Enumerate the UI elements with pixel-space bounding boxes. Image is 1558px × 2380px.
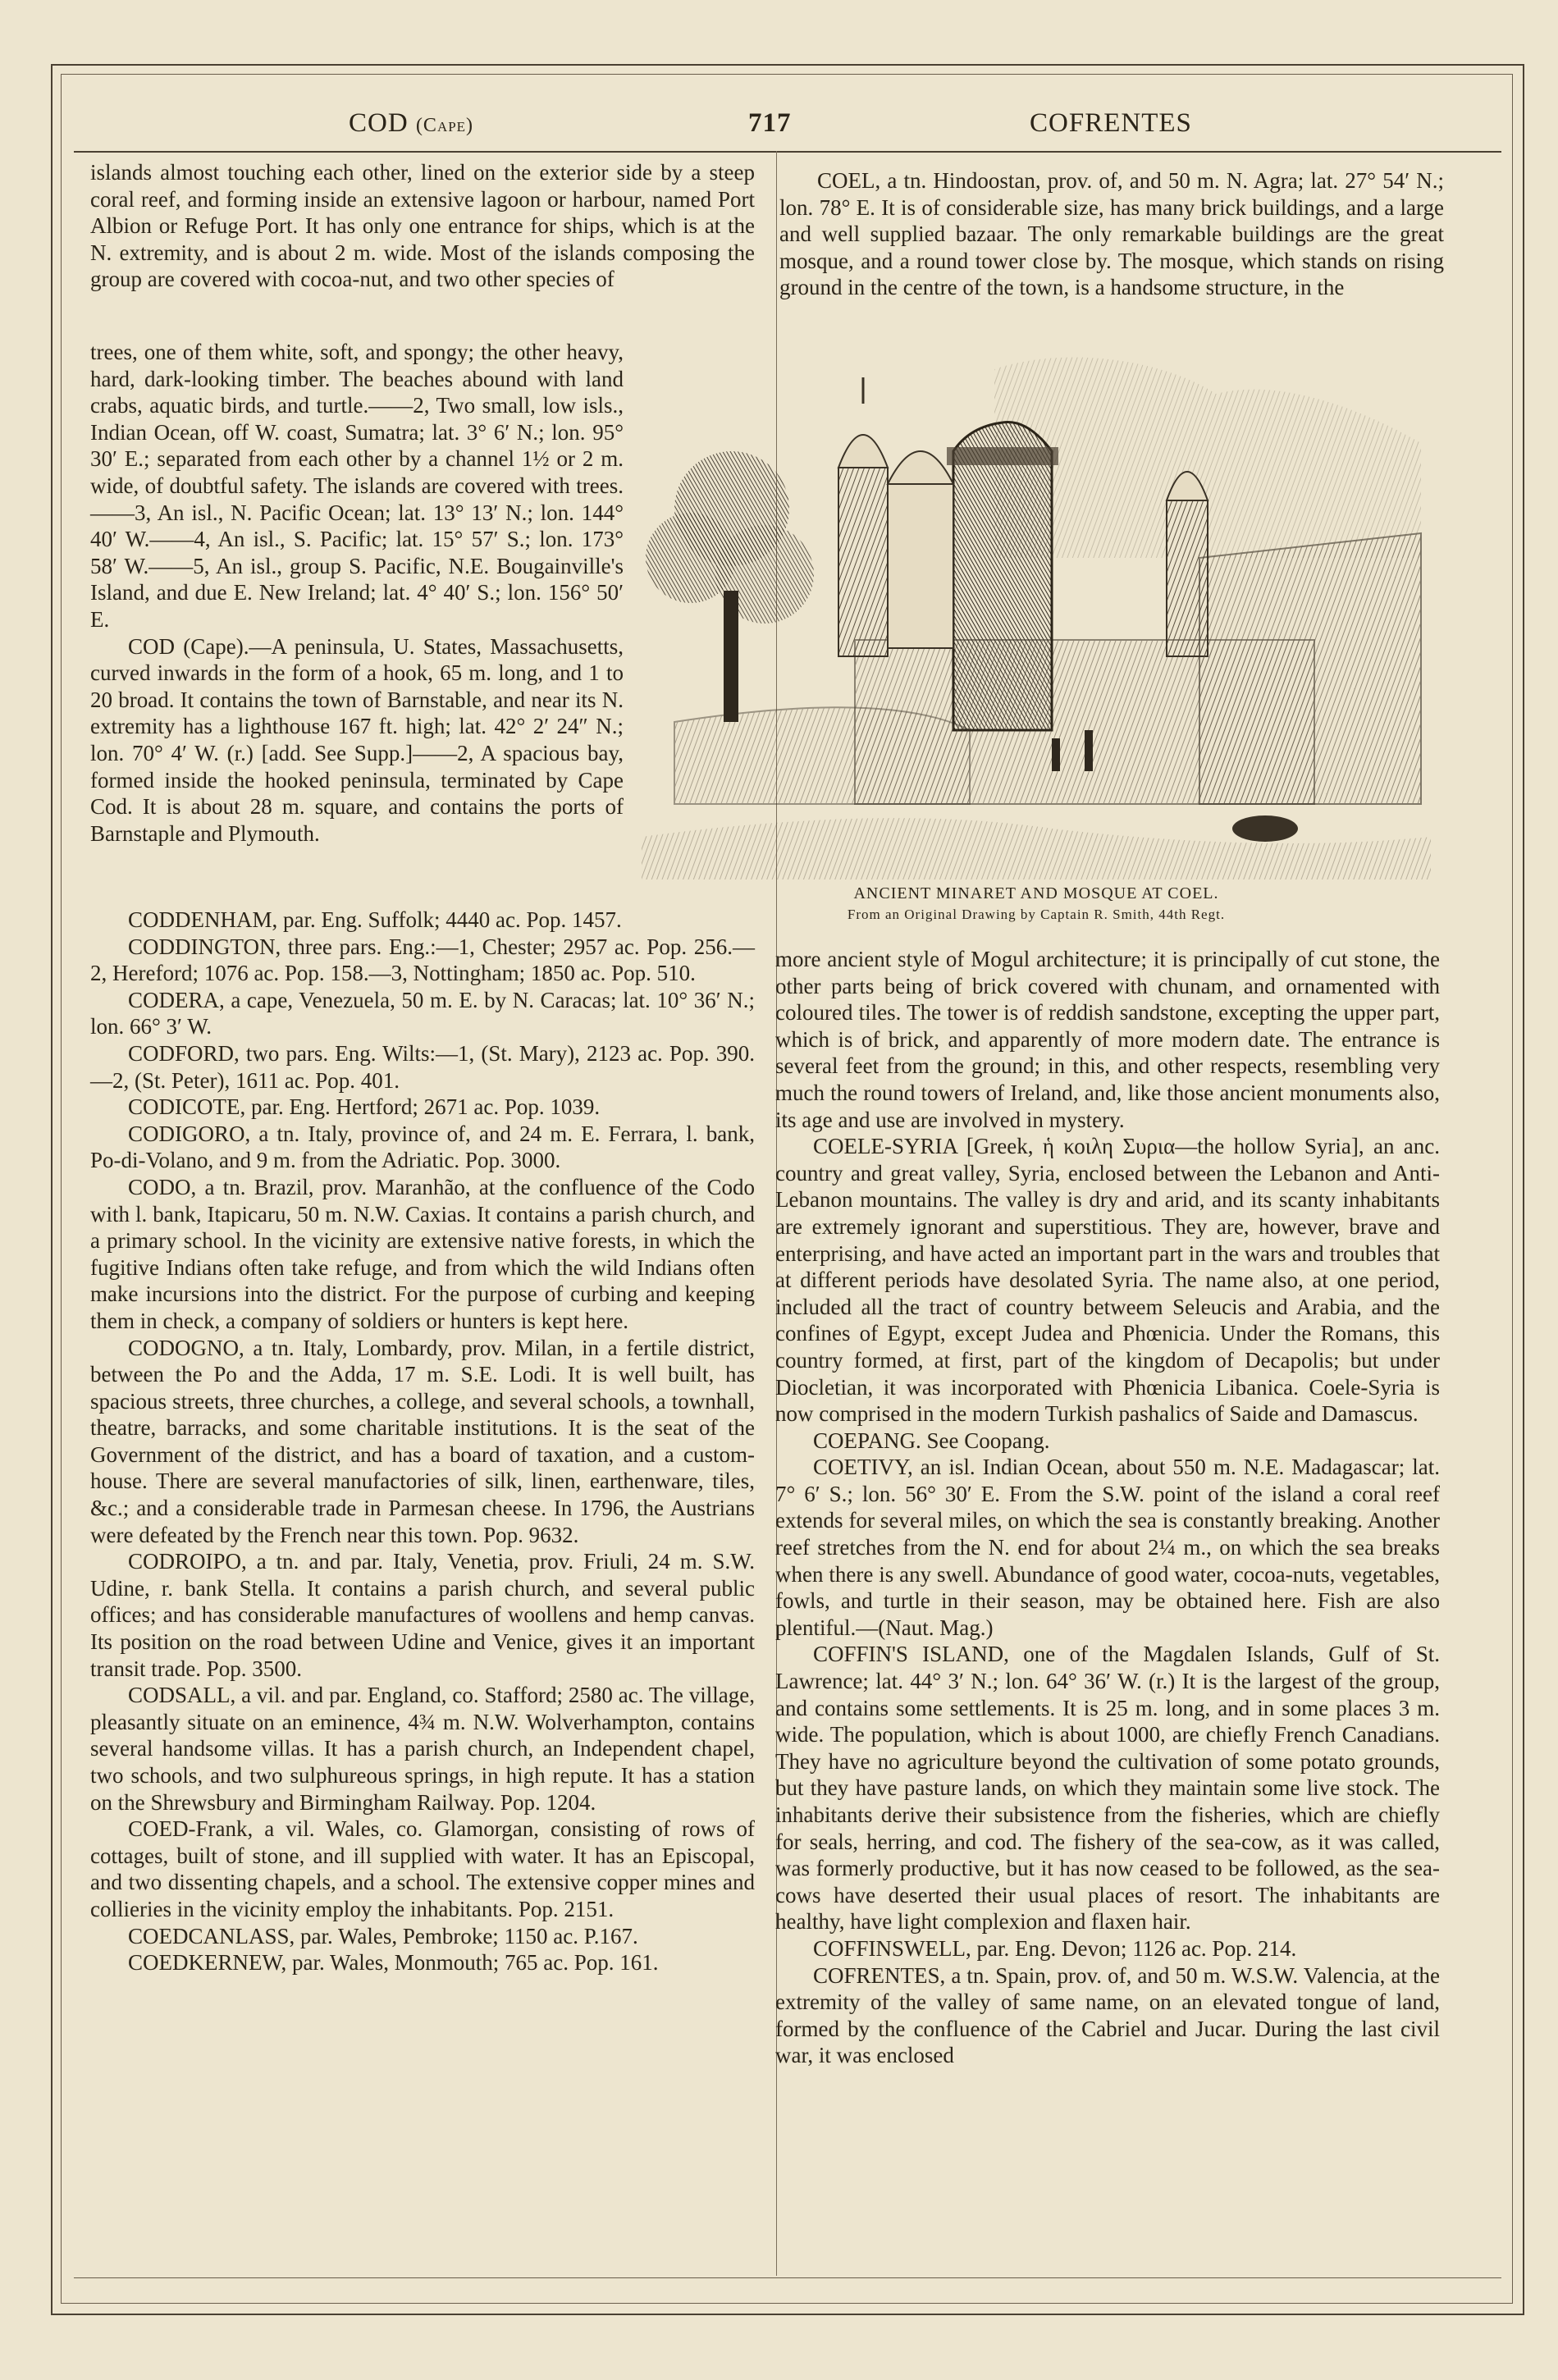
entry-coedcanlass: COEDCANLASS, par. Wales, Pembroke; 1150 ac. P.167. (128, 1923, 638, 1948)
entry-coepang: COEPANG. See Coopang. (813, 1428, 1050, 1453)
entry-codsall: CODSALL, a vil. and par. England, co. Stafford; 2580 ac. The village, pleasantly situate on an eminence, 4¾ m. N.W. Wolverhampton, contains several handsome villas. It has a parish church, an Independent chapel, two schools, and two sulphureous springs, in high repute. It has a station on the Shrewsbury and Birmingham Railway. Pop. 1204. (90, 1683, 755, 1815)
entry-coele-syria: COELE-SYRIA [Greek, ἡ κοιλη Συρια—the hollow Syria], an anc. country and great valley, Syria, enclosed between the Lebanon and Anti-Lebanon mountains. The valley is dry and arid, and its scanty inhabitants are extremely ignorant and superstitious. They are, however, brave and enterprising, and have acted an important part in the wars and troubles that at different periods have desolated Syria. The name also, at one period, included all the tract of country betweem Seleucis and Arabia, and the confines of Egypt, except Judea and Phœnicia. Under the Romans, this country formed, at first, part of the kingdom of Decapolis; but under Diocletian, it was incorporated with Phœnicia Libanica. Coele-Syria is now comprised in the modern Turkish pashalics of Saide and Damascus. (775, 1134, 1440, 1427)
entry-coddington: CODDINGTON, three pars. Eng.:—1, Chester; 2957 ac. Pop. 256.—2, Hereford; 1076 ac. Pop. 158.—3, Nottingham; 1850 ac. Pop. 510. (90, 934, 755, 986)
entry-codigoro: CODIGORO, a tn. Italy, province of, and 24 m. E. Ferrara, l. bank, Po-di-Volano, and 9 m. from the Adriatic. Pop. 3000. (90, 1121, 755, 1173)
header-right: COFRENTES (1030, 108, 1192, 138)
right-column-top (779, 167, 1444, 301)
entry-coetivy: COETIVY, an isl. Indian Ocean, about 550 m. N.E. Madagascar; lat. 7° 6′ S.; lon. 56° 30′ E. From the S.W. point of the island a coral reef extends for several miles, on which the sea is constantly breaking. Another reef stretches from the N. end for about 2¼ m., on which the sea breaks when there is any swell. Abundance of good water, cocoa-nuts, vegetables, fowls, and turtle in their season, may be obtained here. Fish are also plentiful.—(Naut. Mag.) (775, 1455, 1440, 1640)
entry-coed-frank: COED-Frank, a vil. Wales, co. Glamorgan, consisting of rows of cottages, built of stone, and ill supplied with water. It has an Episcopal, and two dissenting chapels, and a school. The extensive copper mines and collieries in the vicinity employ the inhabitants. Pop. 2151. (90, 1816, 755, 1921)
entry-codicote: CODICOTE, par. Eng. Hertford; 2671 ac. Pop. 1039. (128, 1094, 601, 1120)
entry-coedkernew: COEDKERNEW, par. Wales, Monmouth; 765 ac. Pop. 161. (128, 1950, 659, 1976)
left-column-wrapped (90, 339, 624, 847)
entry-codera: CODERA, a cape, Venezuela, 50 m. E. by N. Caracas; lat. 10° 36′ N.; lon. 66° 3′ W. (90, 987, 755, 1039)
footer-rule (74, 2277, 1501, 2278)
entry-paragraph: islands almost touching each other, lined on the exterior side by a steep coral reef, and forming inside an extensive lagoon or harbour, named Port Albion or Refuge Port. It has only one entrance for ships, which is at the N. extremity, and is about 2 m. wide. Most of the islands composing the group are covered with cocoa-nut, and two other species of (90, 160, 755, 292)
page-number: 717 (748, 108, 792, 138)
right-column-main (775, 946, 1440, 2069)
entry-coffinswell: COFFINSWELL, par. Eng. Devon; 1126 ac. Pop. 214. (813, 1935, 1297, 1961)
mosque-engraving-illustration (642, 345, 1431, 879)
entry-cod-cape: COD (Cape).—A peninsula, U. States, Massachusetts, curved inwards in the form of a hook, 65 m. long, and 1 to 20 broad. It contains the town of Barnstable, and near its N. extremity has a lighthouse 167 ft. high; lat. 42° 2′ 24″ N.; lon. 70° 4′ W. (r.) [add. See Supp.]——2, A spacious bay, formed inside the hooked peninsula, terminated by Cape Cod. It is about 28 m. square, and contains the ports of Barnstaple and Plymouth. (90, 633, 624, 846)
entry-codogno: CODOGNO, a tn. Italy, Lombardy, prov. Milan, in a fertile district, between the Po and the Adda, 17 m. S.E. Lodi. It is well built, has spacious streets, three churches, a college, and several schools, a townhall, theatre, barracks, and some charitable institutions. It is the seat of the Government of the district, and has a board of taxation, and a custom-house. There are several manufactories of silk, linen, earthenware, tiles, &c.; and a considerable trade in Parmesan cheese. In 1796, the Austrians were defeated by the French near this town. Pop. 9632. (90, 1335, 755, 1547)
entry-coel-continued: more ancient style of Mogul architecture; it is principally of cut stone, the other parts being of brick covered with chunam, and ornamented with coloured tiles. The tower is of reddish sandstone, excepting the upper part, which is of brick, and apparently of more modern date. The entrance is several feet from the ground; in this, and other respects, resembling very much the round towers of Ireland, and, like those ancient monuments also, its age and use are involved in mystery. (775, 947, 1440, 1132)
entry-coddenham: CODDENHAM, par. Eng. Suffolk; 4440 ac. Pop. 1457. (128, 907, 622, 932)
running-header (74, 108, 1501, 149)
entry-coel: COEL, a tn. Hindoostan, prov. of, and 50 m. N. Agra; lat. 27° 54′ N.; lon. 78° E. It is of considerable size, has many brick buildings, and a large and well supplied bazaar. The only remarkable buildings are the great mosque, and a round tower close by. The mosque, which stands on rising ground in the centre of the town, is a handsome structure, in the (779, 168, 1444, 300)
header-left: COD (Cape) (349, 108, 474, 138)
header-rule (74, 151, 1501, 153)
left-column-top (90, 159, 755, 293)
illustration-caption-credit: From an Original Drawing by Captain R. Smith, 44th Regt. (847, 907, 1226, 922)
entry-codo: CODO, a tn. Brazil, prov. Maranhão, at the confluence of the Codo with l. bank, Itapicaru, 50 m. N.W. Caxias. It contains a parish church, and a primary school. In the vicinity are extensive native forests, in which the fugitive Indians often take refuge, and from which the wild Indians often make incursions into the district. For the purpose of curbing and keeping them in check, a company of soldiers or hunters is kept here. (90, 1174, 755, 1333)
entry-codford: CODFORD, two pars. Eng. Wilts:—1, (St. Mary), 2123 ac. Pop. 390.—2, (St. Peter), 1611 ac. Pop. 401. (90, 1040, 755, 1093)
left-column-main (90, 907, 755, 1976)
entry-codroipo: CODROIPO, a tn. and par. Italy, Venetia, prov. Friuli, 24 m. S.W. Udine, r. bank Stella. It contains a parish church, and several public offices; and has considerable manufactures of woollens and hemp canvas. Its position on the road between Udine and Venice, gives it an important transit trade. Pop. 3500. (90, 1549, 755, 1681)
illustration-caption-title: ANCIENT MINARET AND MOSQUE AT COEL. (853, 884, 1219, 902)
entry-coffins-island: COFFIN'S ISLAND, one of the Magdalen Islands, Gulf of St. Lawrence; lat. 44° 3′ N.; lon. 64° 36′ W. (r.) It is the largest of the group, and contains some settlements. It is 25 m. long, and in some places 3 m. wide. The population, which is about 1000, are chiefly French Canadians. They have no agriculture beyond the cultivation of some potato grounds, but they have pasture lands, on which they maintain some live stock. The inhabitants derive their subsistence from the fisheries, which are chiefly for seals, herring, and cod. The fishery of the sea-cow, as it was called, was formerly productive, but it has now ceased to be followed, as the sea-cows have deserted their usual places of resort. The inhabitants are healthy, have light complexion and flaxen hair. (775, 1642, 1440, 1935)
entry-cofrentes: COFRENTES, a tn. Spain, prov. of, and 50 m. W.S.W. Valencia, at the extremity of the valley of same name, on an elevated tongue of land, formed by the confluence of the Cabriel and Jucar. During the last civil war, it was enclosed (775, 1962, 1440, 2068)
entry-paragraph: trees, one of them white, soft, and spongy; the other heavy, hard, dark-looking timber. The beaches abound with land crabs, aquatic birds, and turtle.——2, Two small, low isls., Indian Ocean, off W. coast, Sumatra; lat. 3° 6′ N.; lon. 95° 30′ E.; separated from each other by a channel 1½ or 2 m. wide, of doubtful safety. The islands are covered with trees.——3, An isl., N. Pacific Ocean; lat. 13° 13′ N.; lon. 144° 40′ W.——4, An isl., S. Pacific; lat. 15° 57′ S.; lon. 173° 58′ W.——5, An isl., group S. Pacific, N.E. Bougainville's Island, and due E. New Ireland; lat. 4° 40′ S.; lon. 156° 50′ E. (90, 340, 624, 632)
